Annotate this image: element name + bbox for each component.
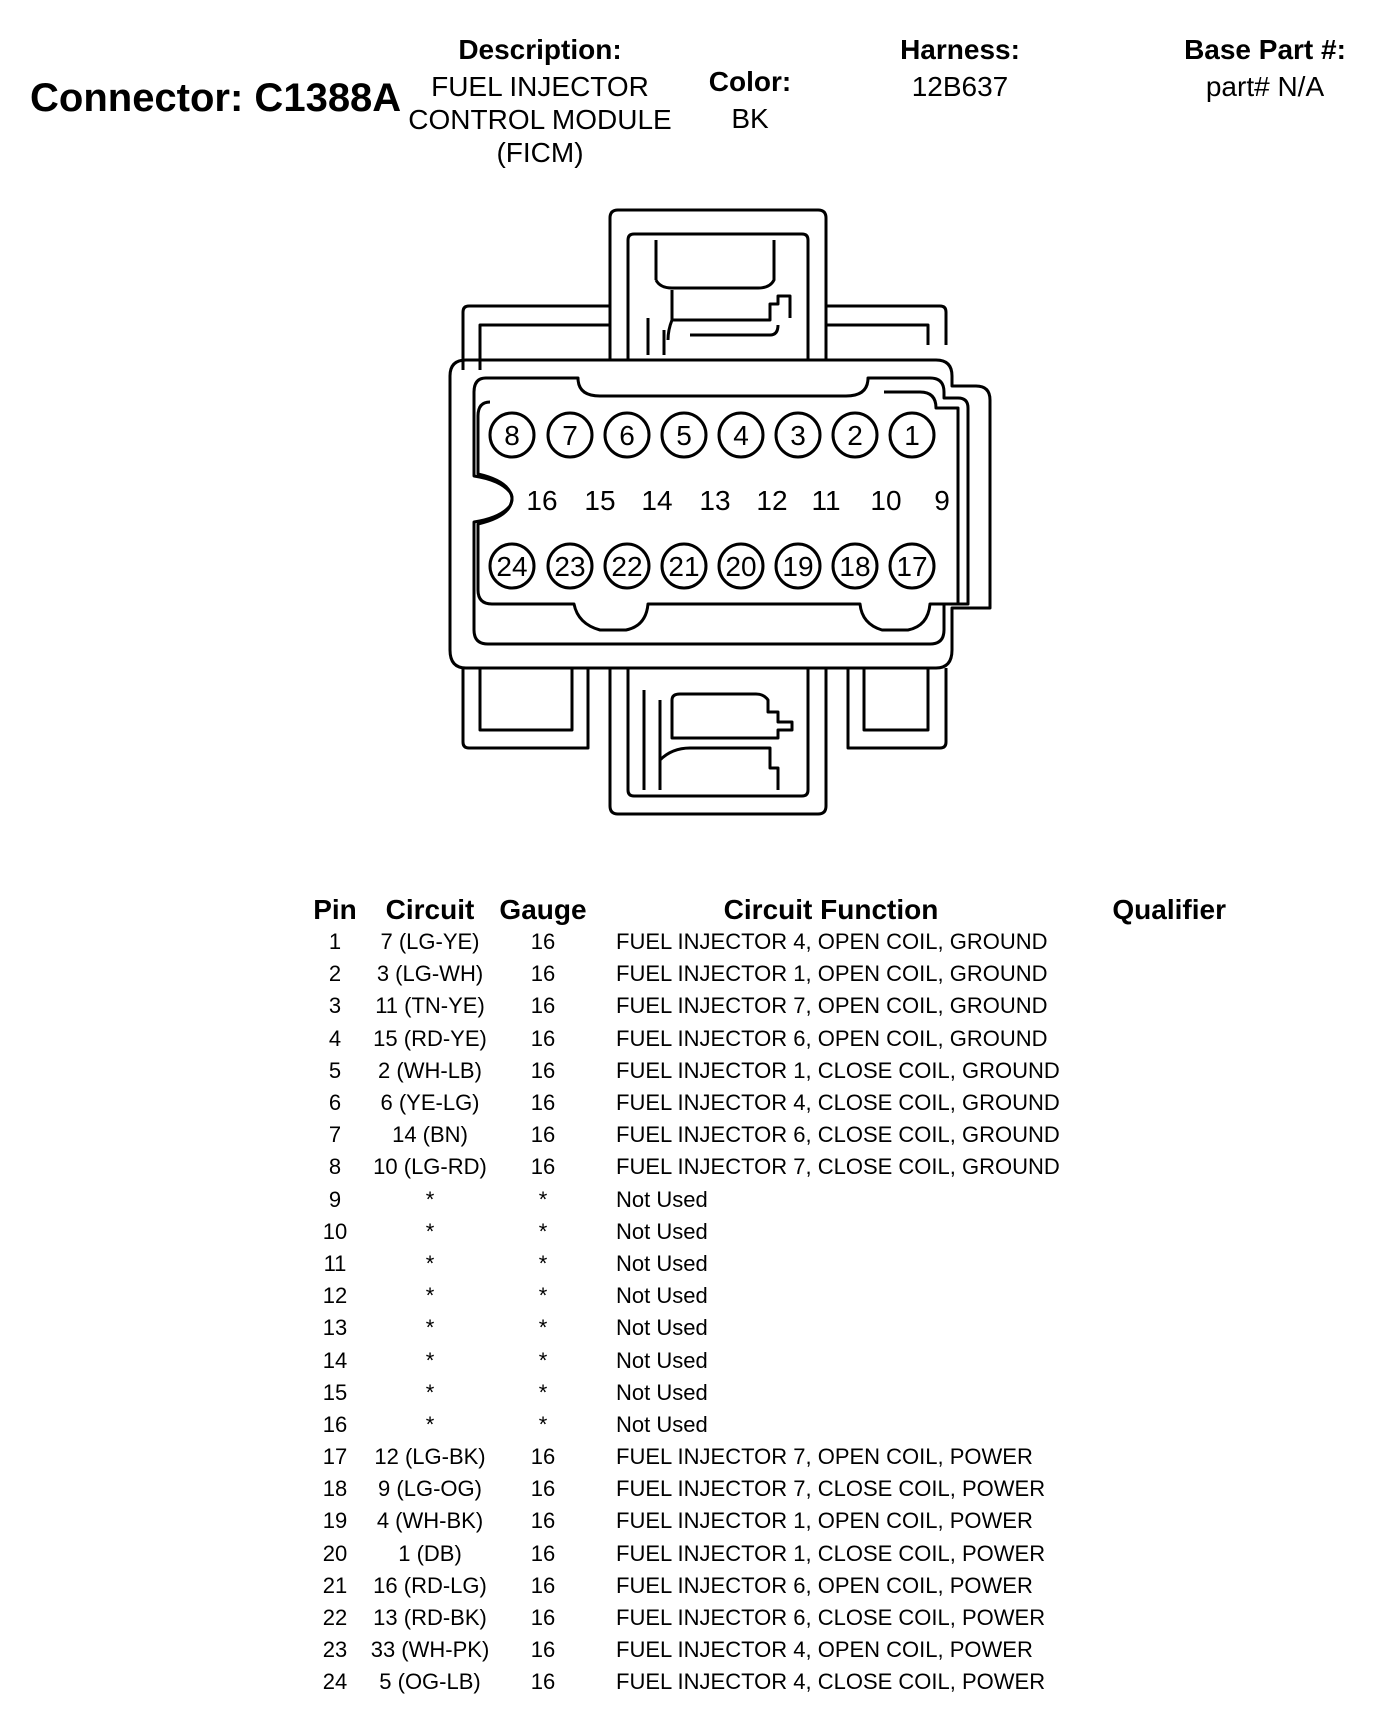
qualifier-cell (1066, 1473, 1226, 1505)
pin-label-15: 15 (584, 485, 616, 516)
pin-cell: 12 (322, 1283, 348, 1309)
pin-cell: 4 (328, 1025, 342, 1051)
table-row (300, 1473, 1226, 1505)
function-cell: Not Used (616, 1283, 708, 1309)
table-row (300, 1280, 1226, 1312)
circuit-cell: 15 (RD-YE) (373, 1025, 487, 1051)
function-cell: FUEL INJECTOR 6, OPEN COIL, GROUND (616, 1025, 1048, 1051)
table-row (300, 1666, 1226, 1698)
qualifier-cell (1066, 1409, 1226, 1441)
gauge-cell: * (538, 1186, 548, 1212)
pin-label-1: 1 (904, 420, 920, 451)
circuit-cell: 6 (YE-LG) (380, 1090, 480, 1116)
pin-cell: 5 (328, 1057, 342, 1083)
pin-label-12: 12 (756, 485, 788, 516)
pin-label-20: 20 (725, 551, 757, 582)
gauge-cell: 16 (530, 993, 556, 1019)
function-cell: FUEL INJECTOR 6, CLOSE COIL, POWER (616, 1605, 1046, 1631)
pin-cell: 14 (322, 1347, 348, 1373)
table-row (300, 1055, 1226, 1087)
table-row (300, 1312, 1226, 1344)
table-row (300, 1505, 1226, 1537)
connector-title: Connector: C1388A (30, 76, 402, 120)
circuit-cell: 11 (TN-YE) (375, 993, 485, 1019)
gauge-cell: 16 (530, 1540, 556, 1566)
function-cell: FUEL INJECTOR 7, OPEN COIL, POWER (616, 1444, 1033, 1470)
header-pin: Pin (313, 894, 357, 925)
table-row (300, 1602, 1226, 1634)
table-row (300, 1151, 1226, 1183)
circuit-cell: 7 (LG-YE) (380, 929, 480, 955)
gauge-cell: 16 (530, 1025, 556, 1051)
table-row (300, 1087, 1226, 1119)
circuit-cell: * (425, 1186, 435, 1212)
table-header-row (300, 882, 1226, 926)
circuit-cell: 10 (LG-RD) (373, 1154, 487, 1180)
pin-cell: 6 (328, 1090, 342, 1116)
qualifier-cell (1066, 1505, 1226, 1537)
circuit-cell: * (425, 1218, 435, 1244)
description-line-1: FUEL INJECTOR (431, 71, 649, 102)
function-cell: Not Used (616, 1315, 708, 1341)
table-row (300, 1248, 1226, 1280)
gauge-cell: * (538, 1250, 548, 1276)
pin-cell: 18 (322, 1476, 348, 1502)
function-cell: FUEL INJECTOR 4, CLOSE COIL, POWER (616, 1669, 1046, 1695)
gauge-cell: 16 (530, 1508, 556, 1534)
table-row (300, 990, 1226, 1022)
function-cell: FUEL INJECTOR 7, CLOSE COIL, POWER (616, 1476, 1046, 1502)
qualifier-cell (1066, 1602, 1226, 1634)
gauge-cell: * (538, 1315, 548, 1341)
function-cell: FUEL INJECTOR 6, CLOSE COIL, GROUND (616, 1122, 1060, 1148)
pin-label-18: 18 (839, 551, 871, 582)
table-row (300, 1344, 1226, 1376)
circuit-cell: 5 (OG-LB) (379, 1669, 481, 1695)
pin-label-24: 24 (496, 551, 528, 582)
table-row (300, 1634, 1226, 1666)
table-row (300, 1570, 1226, 1602)
pin-label-21: 21 (668, 551, 700, 582)
function-cell: FUEL INJECTOR 4, OPEN COIL, POWER (616, 1637, 1033, 1663)
qualifier-cell (1066, 1216, 1226, 1248)
gauge-cell: 16 (530, 929, 556, 955)
gauge-cell: 16 (530, 1669, 556, 1695)
circuit-cell: 3 (LG-WH) (376, 961, 484, 987)
qualifier-cell (1066, 1377, 1226, 1409)
base-part-label: Base Part #: (1184, 34, 1346, 65)
pin-cell: 19 (322, 1508, 348, 1534)
header-gauge: Gauge (499, 894, 587, 925)
pin-cell: 13 (322, 1315, 348, 1341)
function-cell: Not Used (616, 1411, 708, 1437)
circuit-cell: 14 (BN) (392, 1122, 468, 1148)
circuit-cell: * (425, 1283, 435, 1309)
function-cell: Not Used (616, 1218, 708, 1244)
function-cell: Not Used (616, 1186, 708, 1212)
qualifier-cell (1066, 1634, 1226, 1666)
pin-cell: 24 (322, 1669, 348, 1695)
pin-cell: 20 (322, 1540, 348, 1566)
pin-cell: 23 (322, 1637, 348, 1663)
qualifier-cell (1066, 990, 1226, 1022)
function-cell: Not Used (616, 1379, 708, 1405)
circuit-cell: 9 (LG-OG) (378, 1476, 482, 1502)
pin-cell: 8 (328, 1154, 342, 1180)
function-cell: FUEL INJECTOR 6, OPEN COIL, POWER (616, 1572, 1033, 1598)
function-cell: FUEL INJECTOR 1, CLOSE COIL, POWER (616, 1540, 1046, 1566)
pin-label-22: 22 (611, 551, 643, 582)
description-line-2: CONTROL MODULE (408, 104, 672, 135)
gauge-cell: 16 (530, 1122, 556, 1148)
function-cell: FUEL INJECTOR 7, CLOSE COIL, GROUND (616, 1154, 1060, 1180)
pin-label-6: 6 (619, 420, 635, 451)
table-row (300, 1216, 1226, 1248)
function-cell: FUEL INJECTOR 1, OPEN COIL, GROUND (616, 961, 1048, 987)
table-row (300, 1377, 1226, 1409)
pin-label-4: 4 (733, 420, 749, 451)
header-circuit-function: Circuit Function (723, 894, 939, 925)
gauge-cell: 16 (530, 1572, 556, 1598)
pin-cell: 1 (328, 929, 342, 955)
gauge-cell: 16 (530, 1605, 556, 1631)
table-row (300, 1184, 1226, 1216)
pinout-table (300, 882, 1226, 1699)
function-cell: FUEL INJECTOR 1, OPEN COIL, POWER (616, 1508, 1033, 1534)
circuit-cell: * (425, 1379, 435, 1405)
circuit-cell: 2 (WH-LB) (378, 1057, 482, 1083)
gauge-cell: * (538, 1379, 548, 1405)
table-row (300, 1409, 1226, 1441)
qualifier-cell (1066, 1151, 1226, 1183)
table-row (300, 1441, 1226, 1473)
function-cell: FUEL INJECTOR 7, OPEN COIL, GROUND (616, 993, 1048, 1019)
pin-cell: 17 (322, 1444, 348, 1470)
qualifier-cell (1066, 1023, 1226, 1055)
circuit-cell: * (425, 1315, 435, 1341)
pin-label-17: 17 (896, 551, 928, 582)
circuit-cell: 16 (RD-LG) (373, 1572, 487, 1598)
gauge-cell: 16 (530, 1444, 556, 1470)
qualifier-cell (1066, 1087, 1226, 1119)
pin-cell: 21 (322, 1572, 348, 1598)
function-cell: FUEL INJECTOR 1, CLOSE COIL, GROUND (616, 1057, 1060, 1083)
pin-label-5: 5 (676, 420, 692, 451)
base-part-value: part# N/A (1205, 71, 1325, 102)
header-circuit: Circuit (385, 894, 475, 925)
circuit-cell: 13 (RD-BK) (373, 1605, 487, 1631)
table-row (300, 926, 1226, 958)
gauge-cell: * (538, 1411, 548, 1437)
function-cell: Not Used (616, 1347, 708, 1373)
pin-label-13: 13 (699, 485, 731, 516)
pin-label-19: 19 (782, 551, 814, 582)
pin-cell: 15 (322, 1379, 348, 1405)
qualifier-cell (1066, 1441, 1226, 1473)
gauge-cell: 16 (530, 961, 556, 987)
gauge-cell: * (538, 1218, 548, 1244)
gauge-cell: * (538, 1283, 548, 1309)
circuit-cell: 4 (WH-BK) (376, 1508, 484, 1534)
qualifier-cell (1066, 926, 1226, 958)
color-label: Color: (708, 66, 792, 97)
table-row (300, 1023, 1226, 1055)
circuit-cell: * (425, 1347, 435, 1373)
connector-face-diagram (0, 0, 1376, 860)
circuit-cell: 33 (WH-PK) (370, 1637, 490, 1663)
qualifier-cell (1066, 1184, 1226, 1216)
pin-label-3: 3 (790, 420, 806, 451)
pin-cell: 3 (328, 993, 342, 1019)
gauge-cell: 16 (530, 1476, 556, 1502)
gauge-cell: 16 (530, 1637, 556, 1663)
qualifier-cell (1066, 1119, 1226, 1151)
circuit-cell: 1 (DB) (398, 1540, 462, 1566)
pin-label-16: 16 (526, 485, 558, 516)
qualifier-cell (1066, 1666, 1226, 1698)
pin-label-14: 14 (641, 485, 673, 516)
circuit-cell: * (425, 1250, 435, 1276)
qualifier-cell (1066, 1312, 1226, 1344)
pin-cell: 22 (322, 1605, 348, 1631)
table-row (300, 1538, 1226, 1570)
qualifier-cell (1066, 958, 1226, 990)
harness-value: 12B637 (911, 71, 1009, 102)
table-row (300, 1119, 1226, 1151)
description-label: Description: (458, 34, 622, 65)
color-value: BK (731, 103, 769, 134)
table-row (300, 958, 1226, 990)
pin-cell: 11 (323, 1250, 347, 1276)
qualifier-cell (1066, 1344, 1226, 1376)
pin-cell: 7 (328, 1122, 342, 1148)
gauge-cell: 16 (530, 1154, 556, 1180)
pin-label-23: 23 (554, 551, 586, 582)
circuit-cell: * (425, 1411, 435, 1437)
pin-cell: 10 (322, 1218, 348, 1244)
header-qualifier: Qualifier (1112, 894, 1226, 925)
harness-label: Harness: (900, 34, 1020, 65)
pin-label-2: 2 (847, 420, 863, 451)
function-cell: FUEL INJECTOR 4, CLOSE COIL, GROUND (616, 1090, 1060, 1116)
pin-label-10: 10 (870, 485, 902, 516)
pin-label-9: 9 (934, 485, 950, 516)
pin-cell: 9 (328, 1186, 342, 1212)
pin-label-7: 7 (562, 420, 578, 451)
pin-label-11: 11 (811, 485, 841, 516)
qualifier-cell (1066, 1538, 1226, 1570)
pin-cell: 2 (328, 961, 342, 987)
gauge-cell: 16 (530, 1057, 556, 1083)
qualifier-cell (1066, 1248, 1226, 1280)
function-cell: Not Used (616, 1250, 708, 1276)
gauge-cell: 16 (530, 1090, 556, 1116)
pin-label-8: 8 (504, 420, 520, 451)
function-cell: FUEL INJECTOR 4, OPEN COIL, GROUND (616, 929, 1048, 955)
qualifier-cell (1066, 1570, 1226, 1602)
pin-cell: 16 (322, 1411, 348, 1437)
description-line-3: (FICM) (496, 137, 584, 168)
qualifier-cell (1066, 1280, 1226, 1312)
qualifier-cell (1066, 1055, 1226, 1087)
gauge-cell: * (538, 1347, 548, 1373)
circuit-cell: 12 (LG-BK) (374, 1444, 486, 1470)
